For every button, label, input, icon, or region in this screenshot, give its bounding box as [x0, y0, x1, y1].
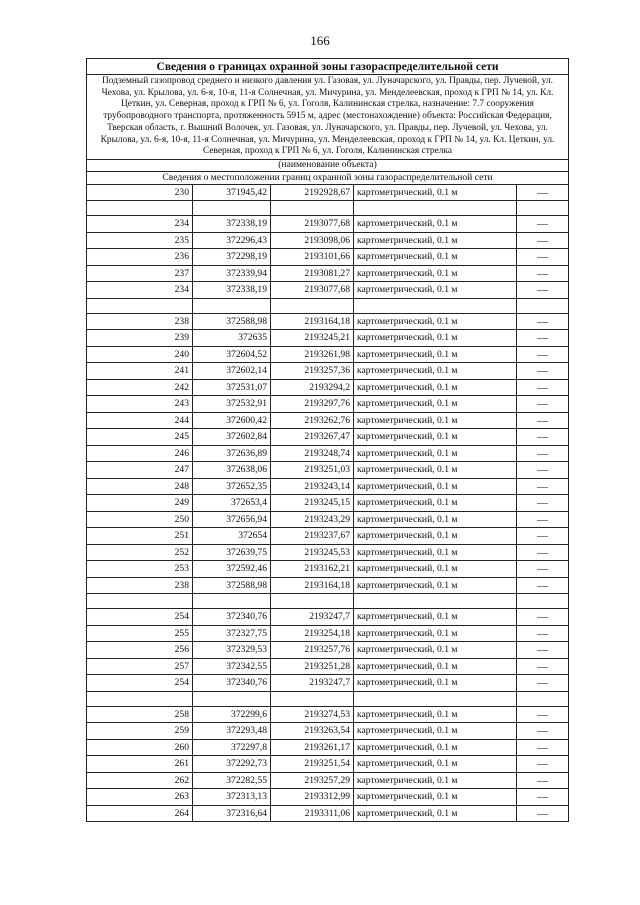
- y-coordinate-cell: 2193251,54: [271, 756, 354, 773]
- y-coordinate-cell: 2192928,67: [271, 184, 354, 201]
- method-cell: картометрический, 0.1 м: [354, 232, 517, 249]
- method-cell: картометрический, 0.1 м: [354, 625, 517, 642]
- table-row: [87, 363, 569, 380]
- x-coordinate-cell: 372652,35: [193, 478, 271, 495]
- method-cell: картометрический, 0.1 м: [354, 396, 517, 413]
- table-title: Сведения о границах охранной зоны газораспределительной сети: [87, 59, 569, 75]
- description-cell: [517, 201, 569, 216]
- x-coordinate-cell: 372298,19: [193, 249, 271, 266]
- description-cell: —: [517, 625, 569, 642]
- point-number-cell: 241: [87, 363, 193, 380]
- method-cell: картометрический, 0.1 м: [354, 379, 517, 396]
- point-number-cell: 261: [87, 756, 193, 773]
- y-coordinate-cell: 2193077,68: [271, 282, 354, 299]
- y-coordinate-cell: 2193267,47: [271, 429, 354, 446]
- table-row: [87, 232, 569, 249]
- x-coordinate-cell: 372635: [193, 330, 271, 347]
- description-cell: —: [517, 706, 569, 723]
- boundary-table: [86, 58, 569, 822]
- y-coordinate-cell: 2193262,76: [271, 412, 354, 429]
- description-cell: —: [517, 363, 569, 380]
- table-row: [87, 739, 569, 756]
- method-cell: картометрический, 0.1 м: [354, 756, 517, 773]
- method-cell: картометрический, 0.1 м: [354, 675, 517, 692]
- x-coordinate-cell: 372292,73: [193, 756, 271, 773]
- y-coordinate-cell: 2193312,99: [271, 789, 354, 806]
- table-row: [87, 495, 569, 512]
- y-coordinate-cell: 2193254,18: [271, 625, 354, 642]
- x-coordinate-cell: 372338,19: [193, 216, 271, 233]
- method-cell: [354, 594, 517, 609]
- y-coordinate-cell: [271, 594, 354, 609]
- y-coordinate-cell: 2193247,7: [271, 609, 354, 626]
- table-row: [87, 625, 569, 642]
- blank-row: [87, 298, 569, 313]
- x-coordinate-cell: 372602,84: [193, 429, 271, 446]
- y-coordinate-cell: 2193101,66: [271, 249, 354, 266]
- method-cell: картометрический, 0.1 м: [354, 445, 517, 462]
- description-cell: —: [517, 739, 569, 756]
- y-coordinate-cell: 2193257,76: [271, 642, 354, 659]
- y-coordinate-cell: 2193243,29: [271, 511, 354, 528]
- x-coordinate-cell: [193, 691, 271, 706]
- point-number-cell: 256: [87, 642, 193, 659]
- x-coordinate-cell: 372588,98: [193, 313, 271, 330]
- table-row: [87, 184, 569, 201]
- table-row: [87, 429, 569, 446]
- method-cell: картометрический, 0.1 м: [354, 495, 517, 512]
- method-cell: картометрический, 0.1 м: [354, 805, 517, 822]
- description-cell: —: [517, 313, 569, 330]
- x-coordinate-cell: [193, 594, 271, 609]
- method-cell: картометрический, 0.1 м: [354, 609, 517, 626]
- point-number-cell: 243: [87, 396, 193, 413]
- point-number-cell: 234: [87, 282, 193, 299]
- description-cell: —: [517, 379, 569, 396]
- description-row: [87, 75, 569, 160]
- x-coordinate-cell: 371945,42: [193, 184, 271, 201]
- point-number-cell: 249: [87, 495, 193, 512]
- point-number-cell: 254: [87, 609, 193, 626]
- x-coordinate-cell: [193, 298, 271, 313]
- description-cell: —: [517, 495, 569, 512]
- table-row: [87, 756, 569, 773]
- description-cell: —: [517, 675, 569, 692]
- y-coordinate-cell: 2193251,28: [271, 658, 354, 675]
- table-row: [87, 330, 569, 347]
- table-row: [87, 658, 569, 675]
- x-coordinate-cell: 372340,76: [193, 609, 271, 626]
- y-coordinate-cell: 2193257,36: [271, 363, 354, 380]
- x-coordinate-cell: 372327,75: [193, 625, 271, 642]
- description-cell: —: [517, 642, 569, 659]
- point-number-cell: 258: [87, 706, 193, 723]
- description-cell: —: [517, 609, 569, 626]
- x-coordinate-cell: 372592,46: [193, 561, 271, 578]
- table-row: [87, 265, 569, 282]
- point-number-cell: 260: [87, 739, 193, 756]
- point-number-cell: 238: [87, 313, 193, 330]
- point-number-cell: 236: [87, 249, 193, 266]
- x-coordinate-cell: 372654: [193, 528, 271, 545]
- point-number-cell: 257: [87, 658, 193, 675]
- y-coordinate-cell: [271, 201, 354, 216]
- description-cell: —: [517, 528, 569, 545]
- x-coordinate-cell: 372297,8: [193, 739, 271, 756]
- method-cell: [354, 691, 517, 706]
- description-cell: —: [517, 412, 569, 429]
- y-coordinate-cell: 2193261,17: [271, 739, 354, 756]
- point-number-cell: 240: [87, 346, 193, 363]
- description-cell: —: [517, 346, 569, 363]
- x-coordinate-cell: 372339,94: [193, 265, 271, 282]
- point-number-cell: 251: [87, 528, 193, 545]
- description-cell: —: [517, 789, 569, 806]
- table-row: [87, 772, 569, 789]
- table-row: [87, 706, 569, 723]
- x-coordinate-cell: 372282,55: [193, 772, 271, 789]
- x-coordinate-cell: 372340,76: [193, 675, 271, 692]
- method-cell: [354, 298, 517, 313]
- point-number-cell: 244: [87, 412, 193, 429]
- x-coordinate-cell: 372602,14: [193, 363, 271, 380]
- table-row: [87, 642, 569, 659]
- description-cell: —: [517, 184, 569, 201]
- y-coordinate-cell: 2193251,03: [271, 462, 354, 479]
- method-cell: картометрический, 0.1 м: [354, 511, 517, 528]
- point-number-cell: [87, 691, 193, 706]
- y-coordinate-cell: 2193164,18: [271, 313, 354, 330]
- point-number-cell: 247: [87, 462, 193, 479]
- method-cell: картометрический, 0.1 м: [354, 363, 517, 380]
- table-row: [87, 478, 569, 495]
- blank-row: [87, 201, 569, 216]
- point-number-cell: 237: [87, 265, 193, 282]
- method-cell: картометрический, 0.1 м: [354, 658, 517, 675]
- table-row: [87, 609, 569, 626]
- method-cell: картометрический, 0.1 м: [354, 642, 517, 659]
- method-cell: картометрический, 0.1 м: [354, 462, 517, 479]
- object-note: (наименование объекта): [87, 159, 569, 171]
- point-number-cell: 242: [87, 379, 193, 396]
- y-coordinate-cell: [271, 298, 354, 313]
- y-coordinate-cell: 2193245,15: [271, 495, 354, 512]
- table-row: [87, 282, 569, 299]
- description-cell: [517, 298, 569, 313]
- description-cell: —: [517, 561, 569, 578]
- point-number-cell: 246: [87, 445, 193, 462]
- x-coordinate-cell: 372656,94: [193, 511, 271, 528]
- y-coordinate-cell: 2193162,21: [271, 561, 354, 578]
- y-coordinate-cell: 2193098,06: [271, 232, 354, 249]
- y-coordinate-cell: 2193243,14: [271, 478, 354, 495]
- table-row: [87, 561, 569, 578]
- y-coordinate-cell: 2193247,7: [271, 675, 354, 692]
- location-header: Сведения о местоположении границ охранной зоны газораспределительной сети: [87, 171, 569, 184]
- method-cell: картометрический, 0.1 м: [354, 561, 517, 578]
- y-coordinate-cell: 2193261,98: [271, 346, 354, 363]
- location-header-row: [87, 171, 569, 184]
- method-cell: картометрический, 0.1 м: [354, 249, 517, 266]
- point-number-cell: [87, 594, 193, 609]
- description-cell: —: [517, 462, 569, 479]
- method-cell: картометрический, 0.1 м: [354, 739, 517, 756]
- object-description: Подземный газопровод среднего и низкого давления ул. Газовая, ул. Луначарского, ул. Правды, пер. Лучевой, ул. Чехова, ул. Крылова, ул. 6-я, 10-я, 11-я Солнечная, ул. Мичурина, ул. Менделеевская, проход к ГРП № 14, ул. Кл. Цеткин, ул. Северная, проход к ГРП № 6, ул. Гоголя, Калининская стрелка, назначение: 7.7 сооружения трубопроводного транспорта, протяженность 5915 м, адрес (местонахождение) объекта: Российская Федерация, Тверская область, г. Вышний Волочек, ул. Газовая, ул. Луначарского, ул. Правды, пер. Лучевой, ул. Чехова, ул. Крылова, ул. 6-я, 10-я, 11-я Солнечная, ул. Мичурина, ул. Менделеевская, проход к ГРП № 14, ул. Кл. Цеткин, ул. Северная, проход к ГРП № 6, ул. Гоголя, Калининская стрелка: [87, 75, 569, 160]
- point-number-cell: 262: [87, 772, 193, 789]
- point-number-cell: 235: [87, 232, 193, 249]
- y-coordinate-cell: 2193248,74: [271, 445, 354, 462]
- y-coordinate-cell: 2193164,18: [271, 577, 354, 594]
- x-coordinate-cell: 372296,43: [193, 232, 271, 249]
- table-row: [87, 379, 569, 396]
- method-cell: картометрический, 0.1 м: [354, 216, 517, 233]
- description-cell: —: [517, 723, 569, 740]
- y-coordinate-cell: 2193311,06: [271, 805, 354, 822]
- description-cell: —: [517, 232, 569, 249]
- description-cell: —: [517, 216, 569, 233]
- x-coordinate-cell: 372588,98: [193, 577, 271, 594]
- point-number-cell: [87, 298, 193, 313]
- method-cell: картометрический, 0.1 м: [354, 789, 517, 806]
- x-coordinate-cell: 372636,89: [193, 445, 271, 462]
- method-cell: картометрический, 0.1 м: [354, 706, 517, 723]
- description-cell: —: [517, 658, 569, 675]
- blank-row: [87, 594, 569, 609]
- description-cell: —: [517, 544, 569, 561]
- description-cell: —: [517, 805, 569, 822]
- table-row: [87, 445, 569, 462]
- point-number-cell: 263: [87, 789, 193, 806]
- x-coordinate-cell: [193, 201, 271, 216]
- title-row: [87, 59, 569, 75]
- description-cell: —: [517, 249, 569, 266]
- point-number-cell: 250: [87, 511, 193, 528]
- y-coordinate-cell: 2193294,2: [271, 379, 354, 396]
- x-coordinate-cell: 372342,55: [193, 658, 271, 675]
- point-number-cell: 259: [87, 723, 193, 740]
- point-number-cell: [87, 201, 193, 216]
- method-cell: [354, 201, 517, 216]
- method-cell: картометрический, 0.1 м: [354, 544, 517, 561]
- note-row: [87, 159, 569, 171]
- method-cell: картометрический, 0.1 м: [354, 723, 517, 740]
- table-row: [87, 346, 569, 363]
- description-cell: —: [517, 429, 569, 446]
- x-coordinate-cell: 372653,4: [193, 495, 271, 512]
- method-cell: картометрический, 0.1 м: [354, 265, 517, 282]
- table-row: [87, 511, 569, 528]
- blank-row: [87, 691, 569, 706]
- x-coordinate-cell: 372329,53: [193, 642, 271, 659]
- point-number-cell: 238: [87, 577, 193, 594]
- point-number-cell: 264: [87, 805, 193, 822]
- method-cell: картометрический, 0.1 м: [354, 412, 517, 429]
- y-coordinate-cell: 2193297,76: [271, 396, 354, 413]
- x-coordinate-cell: 372638,06: [193, 462, 271, 479]
- point-number-cell: 253: [87, 561, 193, 578]
- x-coordinate-cell: 372531,07: [193, 379, 271, 396]
- y-coordinate-cell: 2193237,67: [271, 528, 354, 545]
- description-cell: —: [517, 511, 569, 528]
- point-number-cell: 252: [87, 544, 193, 561]
- x-coordinate-cell: 372293,48: [193, 723, 271, 740]
- method-cell: картометрический, 0.1 м: [354, 282, 517, 299]
- y-coordinate-cell: 2193077,68: [271, 216, 354, 233]
- page-number: 166: [310, 33, 330, 48]
- table-row: [87, 577, 569, 594]
- description-cell: [517, 594, 569, 609]
- table-row: [87, 216, 569, 233]
- y-coordinate-cell: 2193245,21: [271, 330, 354, 347]
- table-row: [87, 789, 569, 806]
- description-cell: —: [517, 478, 569, 495]
- method-cell: картометрический, 0.1 м: [354, 184, 517, 201]
- point-number-cell: 254: [87, 675, 193, 692]
- x-coordinate-cell: 372316,64: [193, 805, 271, 822]
- method-cell: картометрический, 0.1 м: [354, 346, 517, 363]
- x-coordinate-cell: 372604,52: [193, 346, 271, 363]
- point-number-cell: 230: [87, 184, 193, 201]
- description-cell: [517, 691, 569, 706]
- description-cell: —: [517, 282, 569, 299]
- y-coordinate-cell: 2193263,54: [271, 723, 354, 740]
- y-coordinate-cell: 2193274,53: [271, 706, 354, 723]
- table-row: [87, 544, 569, 561]
- method-cell: картометрический, 0.1 м: [354, 772, 517, 789]
- y-coordinate-cell: 2193257,29: [271, 772, 354, 789]
- y-coordinate-cell: 2193081,27: [271, 265, 354, 282]
- description-cell: —: [517, 772, 569, 789]
- y-coordinate-cell: [271, 691, 354, 706]
- table-row: [87, 313, 569, 330]
- table-row: [87, 412, 569, 429]
- method-cell: картометрический, 0.1 м: [354, 330, 517, 347]
- point-number-cell: 234: [87, 216, 193, 233]
- y-coordinate-cell: 2193245,53: [271, 544, 354, 561]
- table-row: [87, 723, 569, 740]
- description-cell: —: [517, 445, 569, 462]
- method-cell: картометрический, 0.1 м: [354, 313, 517, 330]
- description-cell: —: [517, 577, 569, 594]
- table-row: [87, 675, 569, 692]
- point-number-cell: 248: [87, 478, 193, 495]
- x-coordinate-cell: 372313,13: [193, 789, 271, 806]
- table-row: [87, 462, 569, 479]
- table-row: [87, 249, 569, 266]
- method-cell: картометрический, 0.1 м: [354, 528, 517, 545]
- point-number-cell: 255: [87, 625, 193, 642]
- method-cell: картометрический, 0.1 м: [354, 577, 517, 594]
- x-coordinate-cell: 372639,75: [193, 544, 271, 561]
- x-coordinate-cell: 372299,6: [193, 706, 271, 723]
- method-cell: картометрический, 0.1 м: [354, 429, 517, 446]
- point-number-cell: 245: [87, 429, 193, 446]
- table-row: [87, 396, 569, 413]
- table-row: [87, 805, 569, 822]
- description-cell: —: [517, 265, 569, 282]
- description-cell: —: [517, 756, 569, 773]
- table-row: [87, 528, 569, 545]
- point-number-cell: 239: [87, 330, 193, 347]
- x-coordinate-cell: 372600,42: [193, 412, 271, 429]
- description-cell: —: [517, 330, 569, 347]
- x-coordinate-cell: 372338,19: [193, 282, 271, 299]
- description-cell: —: [517, 396, 569, 413]
- x-coordinate-cell: 372532,91: [193, 396, 271, 413]
- method-cell: картометрический, 0.1 м: [354, 478, 517, 495]
